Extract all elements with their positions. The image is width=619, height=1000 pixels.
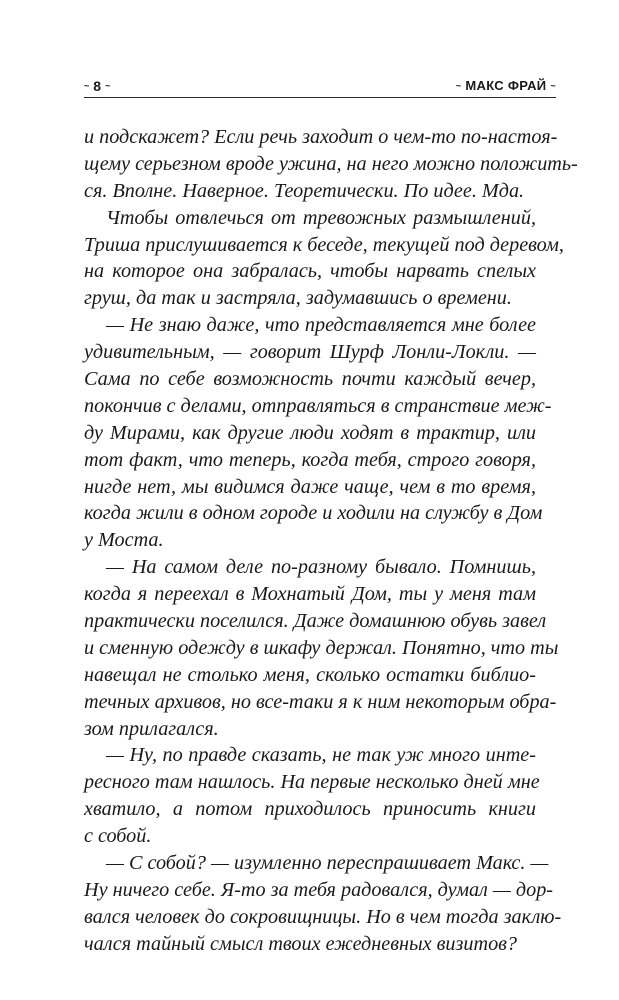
text-line: ресного там нашлось. На первые несколько дней мне (84, 771, 540, 794)
text-line: удивительным, — говорит Шурф Лонли-Локли. — (84, 341, 536, 364)
author-name: МАКС ФРАЙ (465, 78, 547, 93)
text-line: Ну ничего себе. Я-то за тебя радовался, думал — дор- (84, 878, 554, 901)
text-line: — С собой? — изумленно переспрашивает Макс. — (106, 852, 549, 875)
text-line: на которое она забралась, чтобы нарвать спелых (84, 260, 536, 283)
text-line: когда жили в одном городе и ходили на службу в Дом (84, 502, 543, 525)
ornament-right-icon: ~ (105, 81, 111, 91)
text-line: — Не знаю даже, что представляется мне более (106, 314, 536, 337)
text-line: у Моста. (84, 529, 164, 552)
text-line: — На самом деле по-разному бывало. Помнишь, (106, 556, 536, 579)
ornament-left-icon: ~ (455, 81, 462, 91)
text-line: Сама по себе возможность почти каждый вечер, (84, 368, 536, 391)
running-header (84, 78, 556, 100)
text-line: щему серьезном вроде ужина, на него можно положить- (84, 152, 578, 175)
text-line: когда я переехал в Мохнатый Дом, ты у меня там (84, 583, 536, 606)
text-line: и сменную одежду в шкафу держал. Понятно, что ты (84, 636, 559, 659)
text-line: вался человек до сокровищницы. Но в чем тогда заклю- (84, 905, 562, 928)
text-line: груш, да так и застряла, задумавшись о времени. (84, 287, 512, 310)
text-line: с собой. (84, 825, 152, 848)
text-line: навещал не столько меня, сколько остатки библио- (84, 663, 536, 686)
text-line: тот факт, что теперь, когда тебя, строго говоря, (84, 448, 536, 471)
text-line: практически поселился. Даже домашнюю обувь завел (84, 610, 547, 633)
text-line: нигде нет, мы видимся даже чаще, чем в то время, (84, 475, 536, 498)
text-line: чался тайный смысл твоих ежедневных визитов? (84, 932, 518, 955)
text-line: хватило, а потом приходилось приносить книги (84, 798, 536, 821)
author-group (456, 78, 556, 94)
page-number: 8 (93, 78, 102, 94)
body-text (84, 124, 578, 958)
text-line: Триша прислушивается к беседе, текущей под деревом, (84, 233, 564, 256)
ornament-right-icon: ~ (550, 81, 556, 91)
page-number-group (84, 78, 110, 94)
text-line: и подскажет? Если речь заходит о чем-то по-настоя- (84, 126, 558, 148)
text-line: ся. Вполне. Наверное. Теоретически. По идее. Мда. (84, 179, 525, 202)
text-line: течных архивов, но все-таки я к ним некоторым обра- (84, 690, 557, 713)
text-line: зом прилагался. (84, 717, 219, 740)
ornament-left-icon: ~ (84, 81, 90, 91)
text-line: — Ну, по правде сказать, не так уж много инте- (106, 744, 536, 767)
header-rule (84, 97, 556, 98)
text-line: ду Мирами, как другие люди ходят в трактир, или (84, 421, 536, 444)
text-line: Чтобы отвлечься от тревожных размышлений, (106, 206, 536, 229)
text-line: покончив с делами, отправляться в странствие меж- (84, 394, 552, 417)
